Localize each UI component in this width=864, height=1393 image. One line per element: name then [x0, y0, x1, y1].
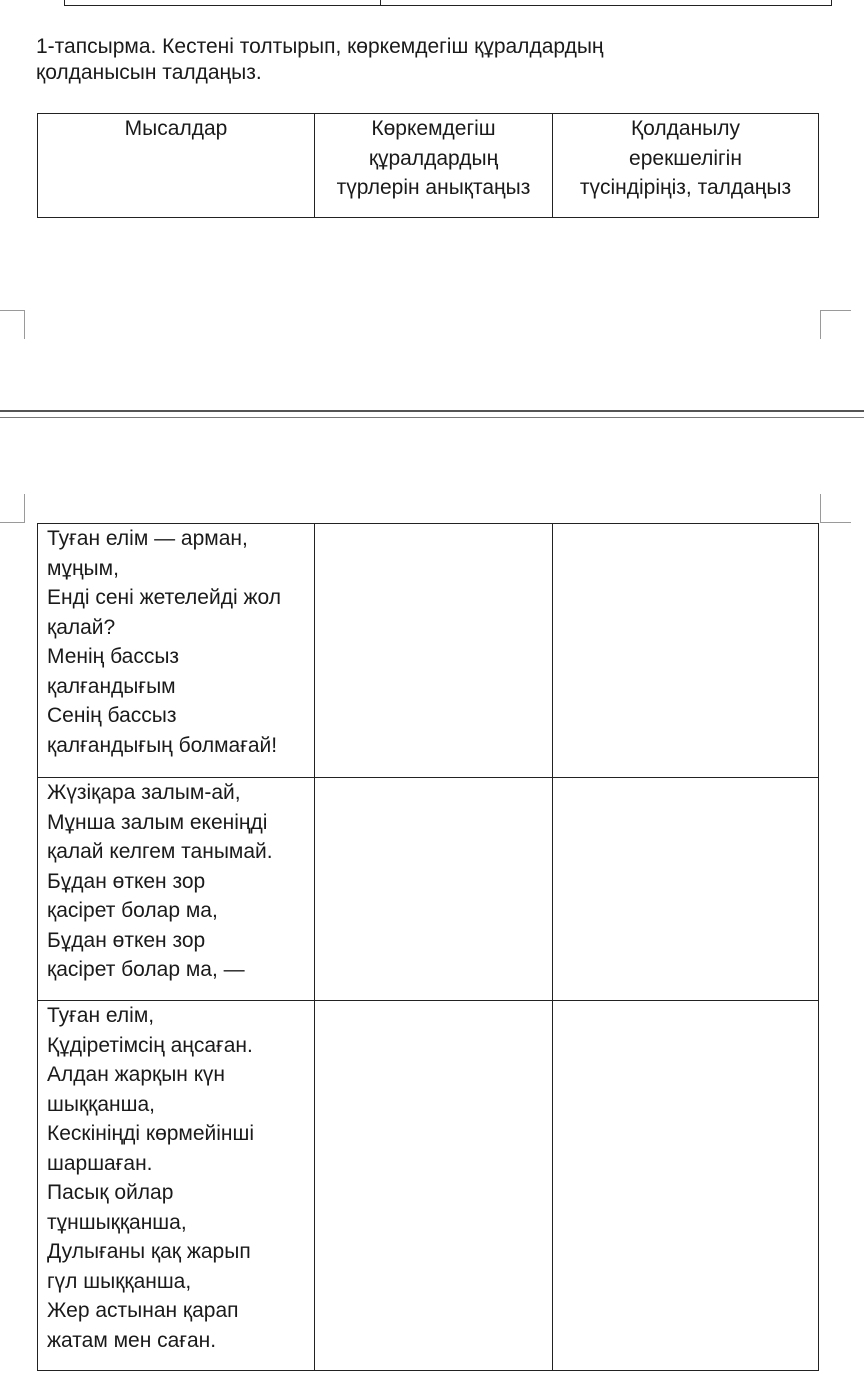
page-corner-mark: [0, 494, 25, 523]
header-examples-line: Мысалдар: [124, 117, 228, 140]
poem-line: гүл шыққанша,: [47, 1269, 192, 1293]
analysis-table-header: [37, 113, 819, 218]
poem-line: қасірет болар ма,: [47, 899, 218, 922]
header-row: [38, 114, 819, 218]
poem-line: Бұдан өткен зор: [47, 869, 206, 893]
poem-line: Пасық ойлар: [47, 1181, 174, 1204]
poem-line: қалай келгем танымай.: [47, 840, 273, 863]
analysis-cell[interactable]: [553, 524, 819, 778]
poem-line: Жер астынан қарап: [47, 1299, 239, 1322]
poem-line: Дулығаны қақ жарып: [47, 1240, 251, 1263]
header-usage-analysis: [553, 114, 819, 218]
poem-line: Мұнша залым екеніңді: [47, 810, 268, 834]
poem-line: Енді сені жетелейді жол: [47, 586, 281, 609]
poem-line: Туған елім,: [47, 1004, 155, 1027]
task-title-line-2: қолданысын талдаңыз.: [36, 61, 262, 84]
poem-line: Жүзіқара залым-ай,: [47, 781, 241, 804]
poem-line: Сенің бассыз: [47, 704, 177, 727]
page-break-line: [0, 417, 864, 418]
analysis-table-body: [37, 523, 819, 1371]
header-usage-analysis-line: Қолданылу: [630, 117, 741, 140]
header-examples: [38, 114, 315, 218]
device-type-cell[interactable]: [315, 524, 553, 778]
header-device-types-line: құралдардың: [368, 146, 499, 170]
previous-table-remnant: [64, 0, 832, 6]
poem-line: қалғандығым: [47, 674, 176, 698]
page-corner-mark: [820, 310, 851, 339]
poem-line: Алдан жарқын күн: [47, 1063, 226, 1086]
analysis-cell[interactable]: [553, 1001, 819, 1371]
poem-line: шаршаған.: [47, 1151, 153, 1175]
page-corner-mark: [820, 494, 851, 523]
poem-line: қасірет болар ма, —: [47, 958, 245, 981]
poem-line: жатам мен саған.: [47, 1328, 217, 1352]
header-device-types-line: түрлерін анықтаңыз: [336, 176, 531, 199]
poem-line: Бұдан өткен зор: [47, 928, 206, 952]
page-break-line: [0, 410, 864, 412]
table-row: [38, 778, 819, 1001]
header-device-types: [315, 114, 553, 218]
device-type-cell[interactable]: [315, 1001, 553, 1371]
header-usage-analysis-line: ерекшелігін: [629, 146, 742, 170]
example-cell: [38, 778, 315, 1001]
poem-line: қалғандығың болмағай!: [47, 733, 278, 757]
task-title: [36, 34, 796, 86]
table-row: [38, 524, 819, 778]
poem-line: Құдіретімсің аңсаған.: [47, 1033, 253, 1057]
poem-line: Кескініңді көрмейінші: [47, 1122, 255, 1145]
poem-line: тұншыққанша,: [47, 1210, 187, 1234]
poem-line: мұңым,: [47, 556, 119, 580]
page-corner-mark: [0, 310, 25, 339]
previous-table-divider: [380, 0, 381, 5]
poem-line: Менің бассыз: [47, 645, 180, 668]
poem-line: қалай?: [47, 615, 116, 639]
analysis-cell[interactable]: [553, 778, 819, 1001]
device-type-cell[interactable]: [315, 778, 553, 1001]
example-cell: [38, 524, 315, 778]
task-title-line-1: 1-тапсырма. Кестені толтырып, көркемдегіш құралдардың: [36, 35, 604, 58]
header-usage-analysis-line: түсіндіріңіз, талдаңыз: [579, 176, 792, 199]
poem-line: шыққанша,: [47, 1092, 155, 1116]
example-cell: [38, 1001, 315, 1371]
table-row: [38, 1001, 819, 1371]
header-device-types-line: Көркемдегіш: [371, 117, 496, 140]
poem-line: Туған елім — арман,: [47, 527, 248, 550]
